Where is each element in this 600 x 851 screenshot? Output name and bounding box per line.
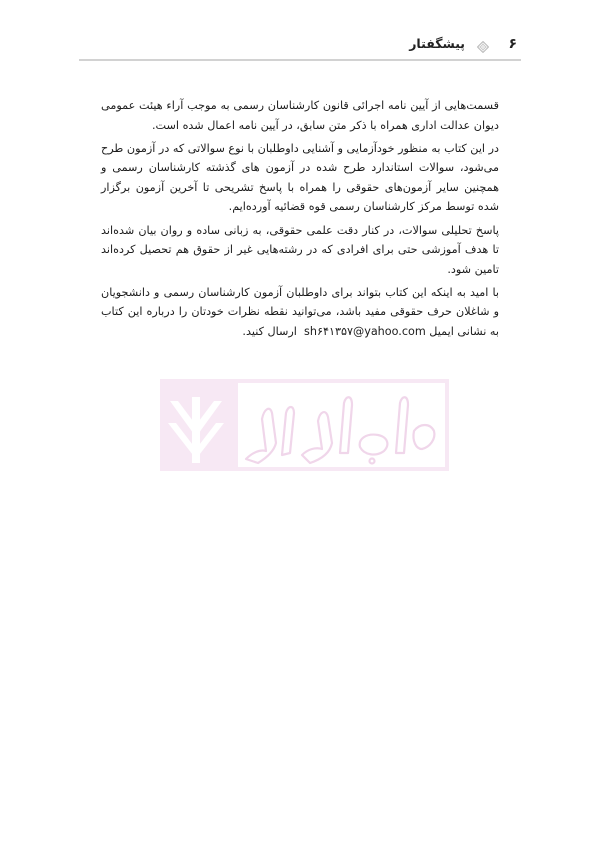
- header-divider: [79, 59, 521, 61]
- closing-paragraph: [101, 283, 499, 342]
- paragraph: در این کتاب به منظور خودآزمایی و آشنایی داوطلبان با نوع سوالاتی که در آزمون طرح می‌شود، سوالات استاندارد طرح شده در آزمون های گذشته کارشناسان رسمی و همچنین سایر آزمون‌های حقوقی را همراه با پاسخ تشریحی تا آخرین آزمون برگزار شده توسط مرکز کارشناسان رسمی قوه قضائیه آورده‌ایم.: [101, 141, 499, 214]
- page-header: [79, 34, 521, 56]
- paragraph: قسمت‌هایی از آیین نامه اجرائی قانون کارشناسان رسمی به موجب آراء هیئت عمومی دیوان عدالت اداری همراه با ذکر متن سابق، در آیین نامه اعمال شده است.: [101, 99, 499, 132]
- tree-logo-icon: [166, 391, 226, 467]
- page-number: ۶: [508, 36, 517, 52]
- email-address: sh۶۴۱۳۵۷@yahoo.com: [304, 325, 426, 339]
- body-text: [101, 96, 499, 345]
- diamond-ornament-icon: [477, 38, 489, 50]
- watermark: [160, 379, 449, 471]
- chapter-title: پیشگفتار: [409, 36, 465, 51]
- watermark-panel: [238, 383, 445, 467]
- paragraph: پاسخ تحلیلی سوالات، در کنار دقت علمی حقوقی، به زبانی ساده و روان بیان شده‌اند تا هدف آموزشی حتی برای افرادی که در رشته‌هایی غیر از حقوق هم تحصیل کرده‌اند تامین شود.: [101, 223, 499, 276]
- closing-text: با امید به اینکه این کتاب بتواند برای داوطلبان آزمون کارشناسان رسمی و دانشجویان و شاغلان حرف حقوقی مفید باشد، می‌توانید نقطه نظرات خودتان را درباره این کتاب به نشانی ایمیل: [101, 285, 499, 339]
- brand-wordmark: [238, 383, 445, 467]
- closing-end-text: ارسال کنید.: [242, 325, 297, 339]
